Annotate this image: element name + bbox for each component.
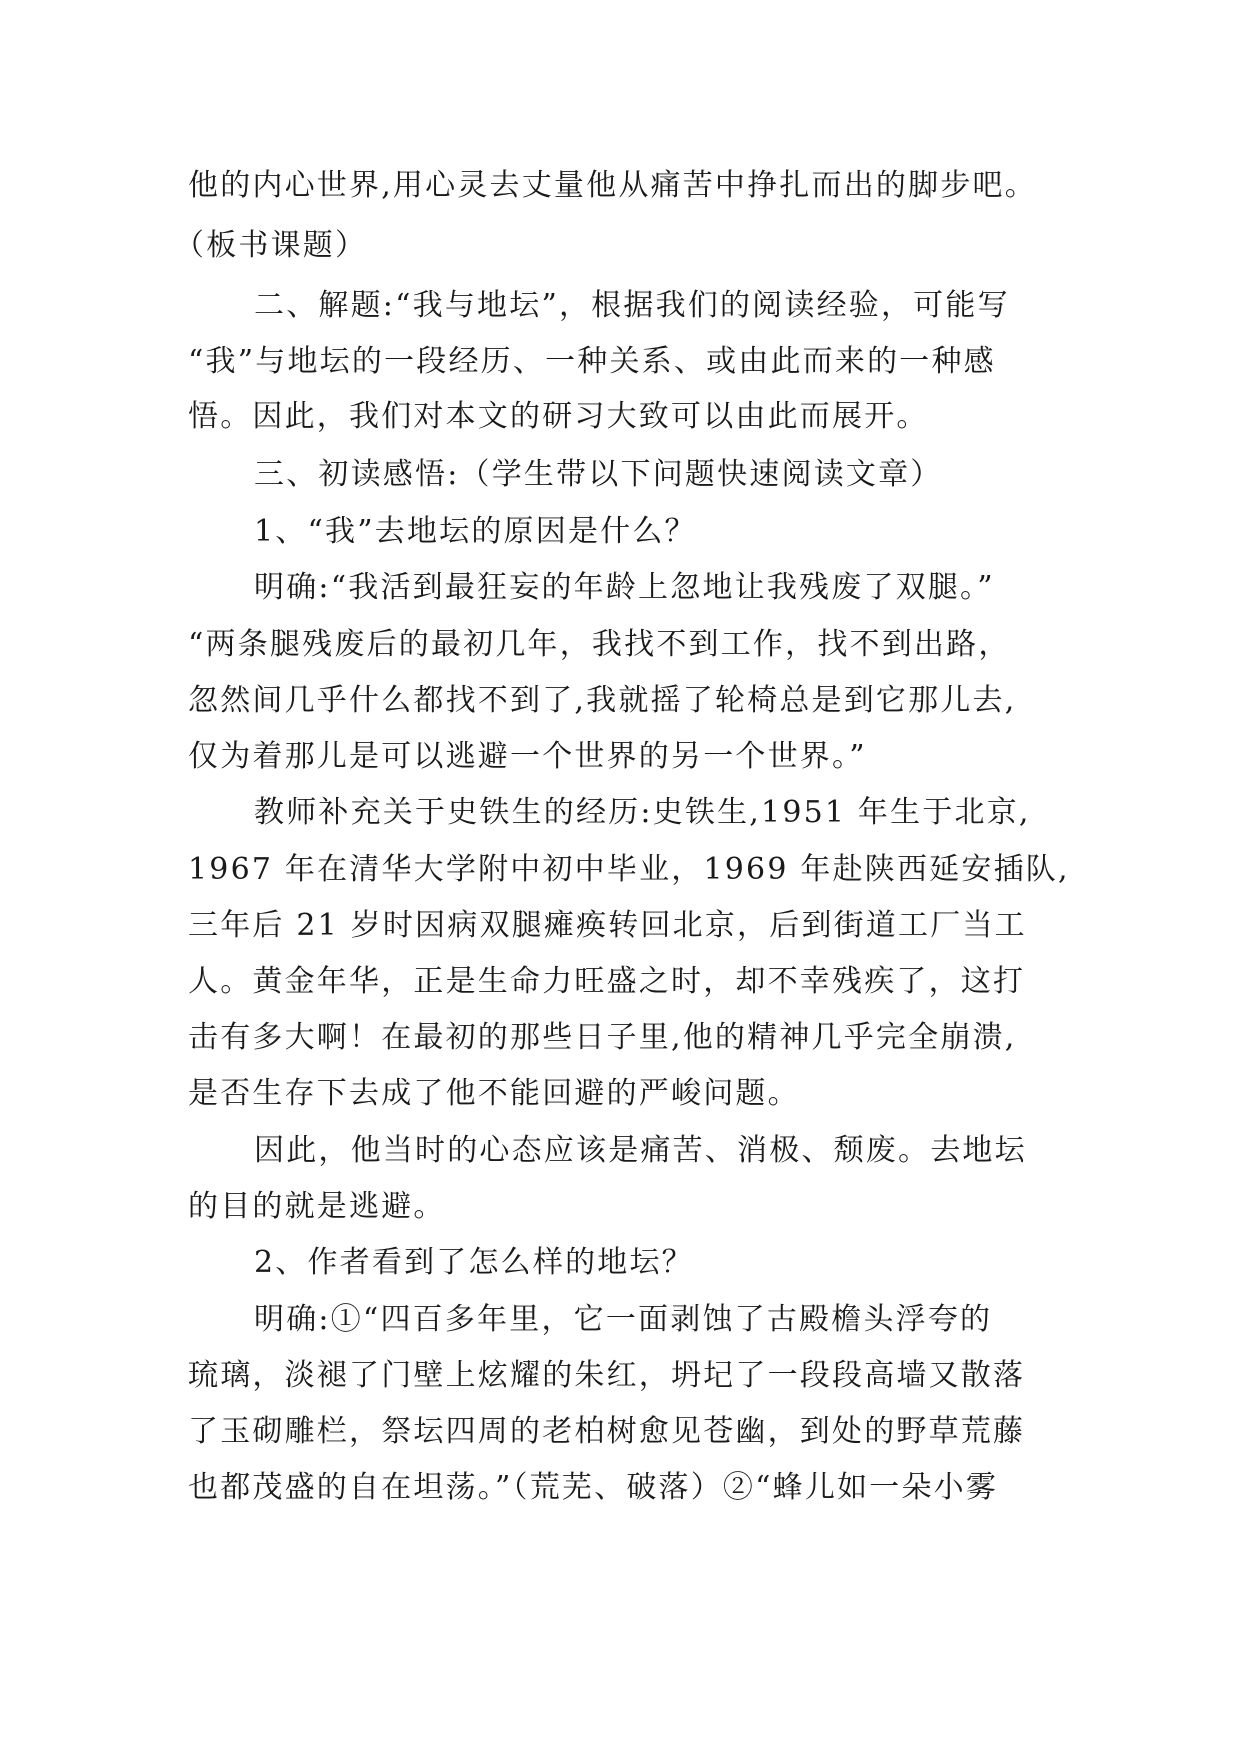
text-line: 琉璃，淡褪了门壁上炫耀的朱红，坍圮了一段段高墙又散落 [188, 1358, 1026, 1393]
text-line: 是否生存下去成了他不能回避的严峻问题。 [188, 1076, 800, 1111]
text-line: 三、初读感悟:（学生带以下问题快速阅读文章） [254, 457, 943, 492]
text-line: 1、“我”去地坛的原因是什么？ [254, 514, 697, 549]
text-line: 了玉砌雕栏，祭坛四周的老柏树愈见苍幽，到处的野草荒藤 [188, 1414, 1026, 1449]
text-line: （板书课题） [174, 228, 368, 263]
text-line: 2、作者看到了怎么样的地坛？ [254, 1245, 694, 1280]
text-line: 三年后 21 岁时因病双腿瘫痪转回北京，后到街道工厂当工 [188, 908, 1027, 943]
text-line: 教师补充关于史铁生的经历:史铁生,1951 年生于北京, [254, 795, 1031, 830]
text-line: 击有多大啊！在最初的那些日子里,他的精神几乎完全崩溃, [188, 1020, 1017, 1055]
text-line: 二、解题:“我与地坛”，根据我们的阅读经验，可能写 [254, 288, 1010, 323]
text-line: “我”与地坛的一段经历、一种关系、或由此而来的一种感 [188, 344, 996, 379]
text-line: 忽然间几乎什么都找不到了,我就摇了轮椅总是到它那儿去, [188, 683, 1017, 718]
text-line: 人。黄金年华，正是生命力旺盛之时，却不幸残疾了，这打 [188, 964, 1026, 999]
text-line: 他的内心世界,用心灵去丈量他从痛苦中挣扎而出的脚步吧。 [188, 168, 1037, 203]
text-line: 明确:①“四百多年里，它一面剥蚀了古殿檐头浮夸的 [254, 1302, 993, 1337]
text-line: 明确:“我活到最狂妄的年龄上忽地让我残废了双腿。” [254, 570, 995, 605]
text-line: 仅为着那儿是可以逃避一个世界的另一个世界。” [188, 739, 867, 774]
text-line: 悟。因此，我们对本文的研习大致可以由此而展开。 [188, 399, 929, 434]
text-line: “两条腿残废后的最初几年，我找不到工作，找不到出路， [188, 627, 1011, 662]
text-line: 1967 年在清华大学附中初中毕业，1969 年赴陕西延安插队, [188, 852, 1070, 887]
text-line: 的目的就是逃避。 [188, 1189, 446, 1224]
text-line: 因此，他当时的心态应该是痛苦、消极、颓废。去地坛 [254, 1133, 1027, 1168]
text-line: 也都茂盛的自在坦荡。”（荒芜、破落）②“蜂儿如一朵小雾 [188, 1470, 999, 1505]
